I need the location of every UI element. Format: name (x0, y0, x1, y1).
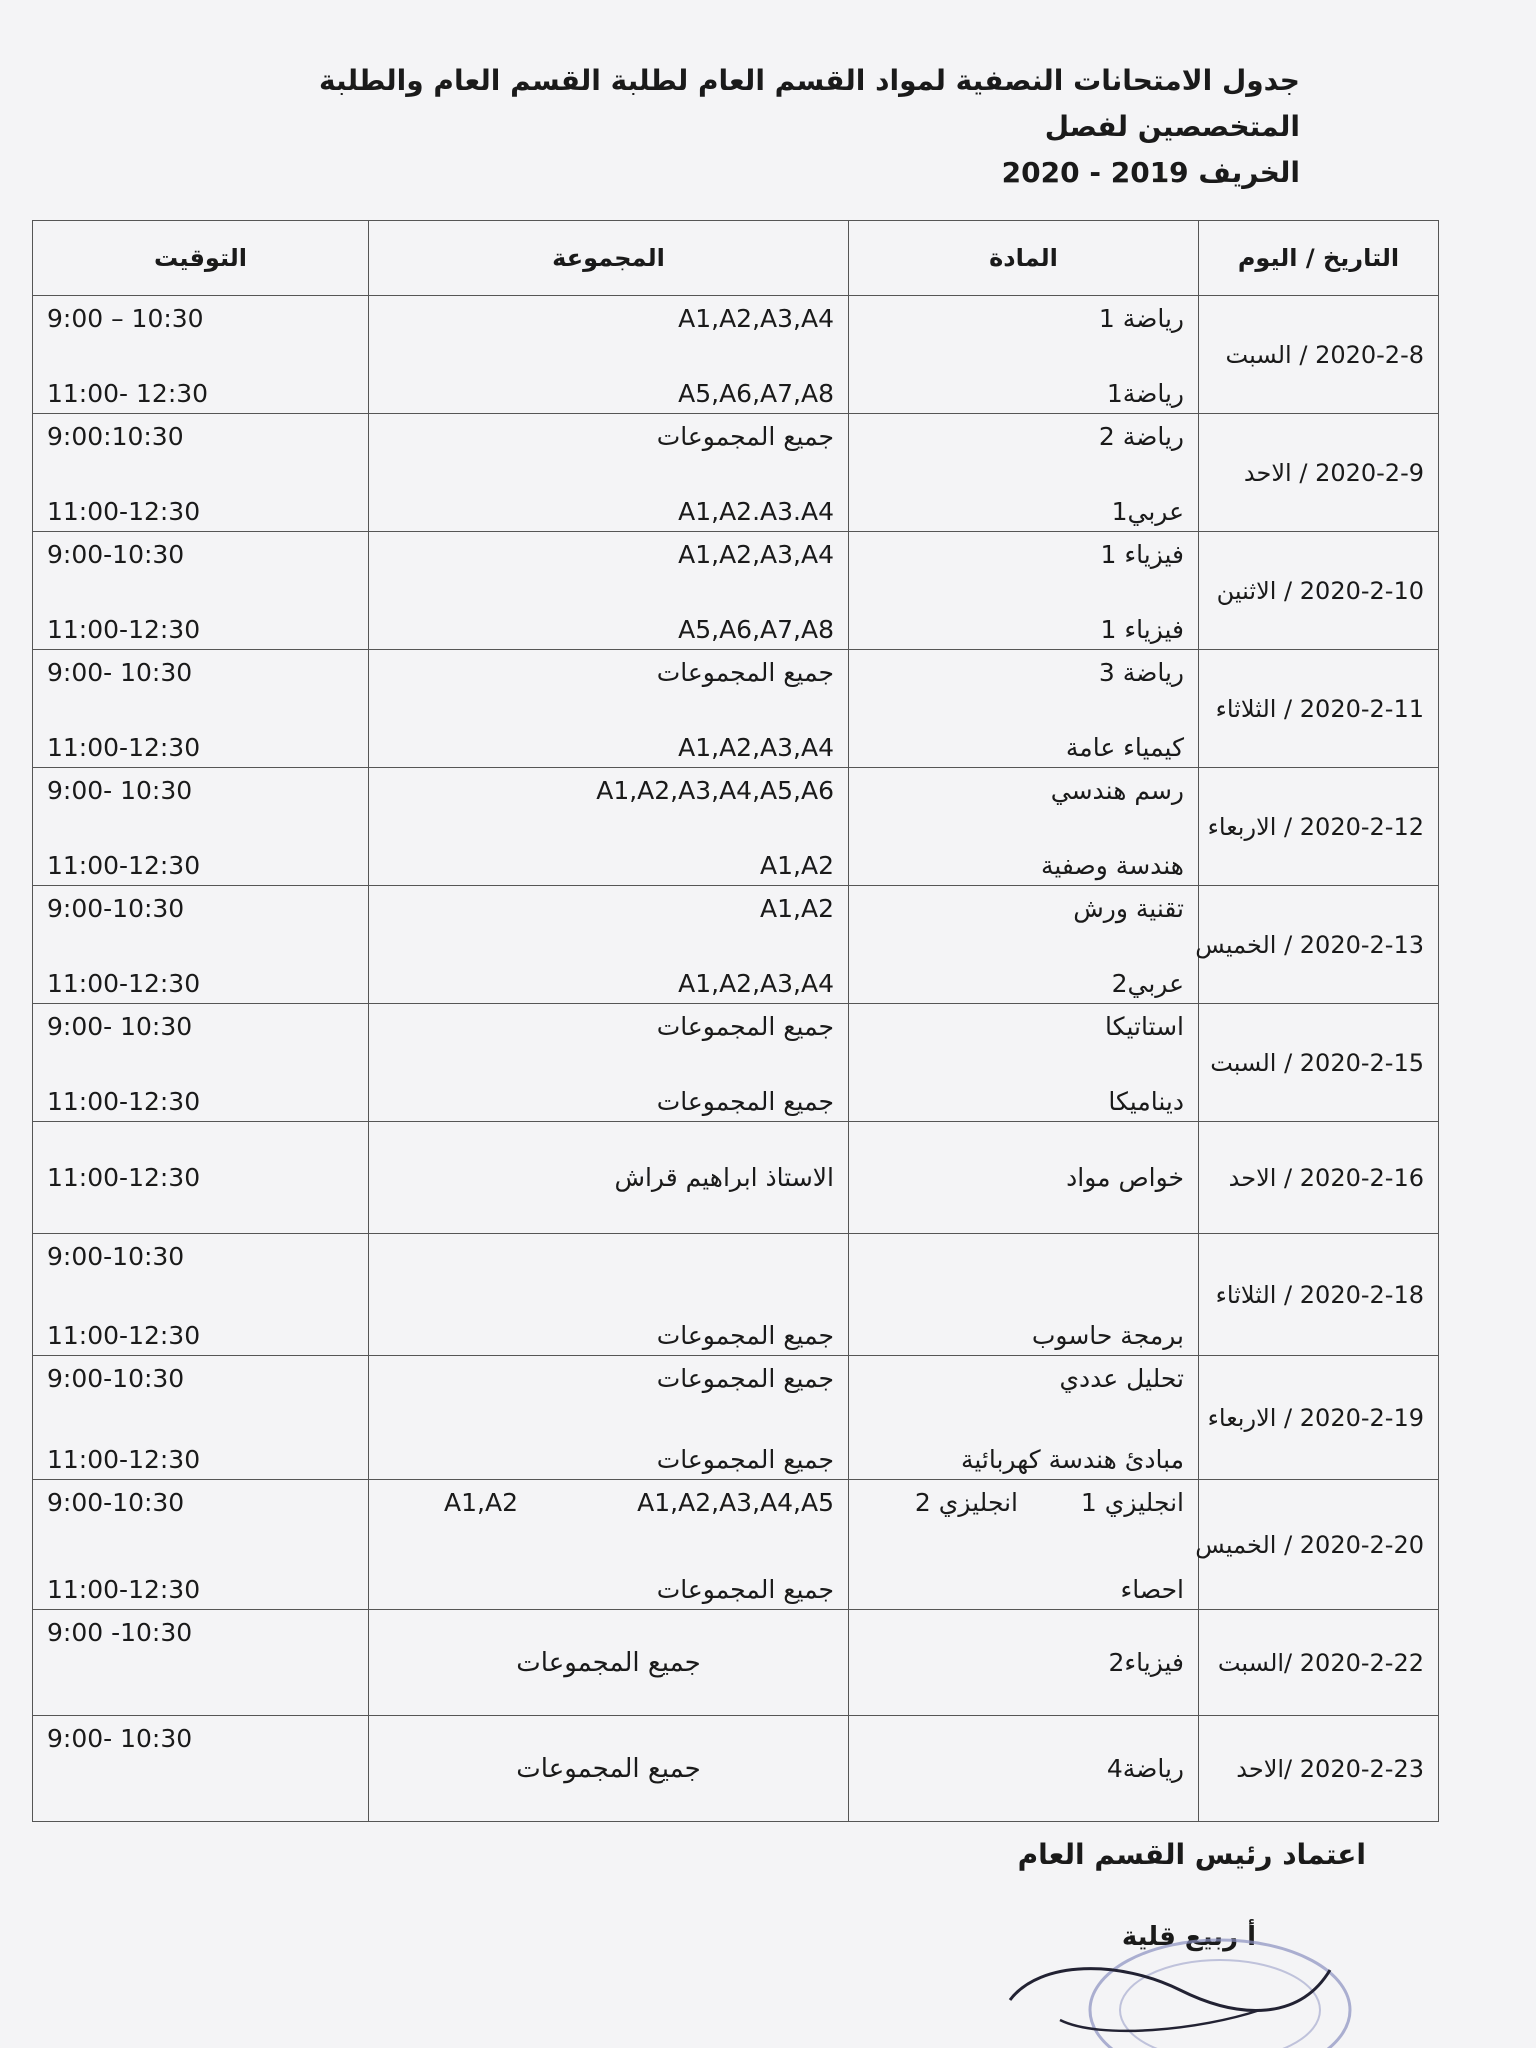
time-2: 11:00-12:30 (47, 733, 201, 762)
time-cell (33, 886, 369, 1004)
table-row (33, 1004, 1439, 1122)
group-2: A1,A2.A3.A4 (678, 497, 834, 526)
subject-2: احصاء (1120, 1575, 1184, 1604)
time-2: 11:00-12:30 (47, 497, 201, 526)
subject-cell (849, 414, 1199, 532)
time-1: 9:00-10:30 (47, 1242, 185, 1271)
date-cell: 2020-2-15 / السبت (1199, 1004, 1439, 1122)
group-cell (369, 650, 849, 768)
group-cell (369, 1004, 849, 1122)
time-1: 9:00-10:30 (47, 540, 185, 569)
time-cell (33, 1480, 369, 1610)
date-cell: 2020-2-16 / الاحد (1199, 1122, 1439, 1234)
subject-1: تقنية ورش (1073, 894, 1184, 923)
title-line-1: جدول الامتحانات النصفية لمواد القسم العام لطلبة القسم العام والطلبة المتخصصين لفصل (319, 64, 1300, 143)
header-time: التوقيت (33, 221, 369, 296)
stamp-signature-icon (1000, 1900, 1360, 2048)
time-2: 11:00- 12:30 (47, 379, 209, 408)
subject-cell (849, 296, 1199, 414)
subject-cell (849, 886, 1199, 1004)
group-cell (369, 1234, 849, 1356)
group-1: A1,A2,A3,A4 (678, 304, 834, 333)
group-cell: جميع المجموعات (369, 1716, 849, 1822)
subject-1: استاتيكا (1105, 1012, 1184, 1041)
date-cell: 2020-2-20 / الخميس (1199, 1480, 1439, 1610)
time-cell (33, 414, 369, 532)
subject-1b: انجليزي 2 (914, 1488, 1018, 1517)
group-2: A5,A6,A7,A8 (678, 379, 834, 408)
time-2: 11:00-12:30 (47, 615, 201, 644)
group-cell (369, 296, 849, 414)
subject-2: فيزياء 1 (1100, 615, 1184, 644)
signer-name: أ ربيع قلية (1121, 1922, 1256, 1952)
subject-cell (849, 1356, 1199, 1480)
group-2: A5,A6,A7,A8 (678, 615, 834, 644)
time-2: 11:00-12:30 (47, 1321, 201, 1350)
subject-cell: خواص مواد (849, 1122, 1199, 1234)
time-cell: 9:00- 10:30 (33, 1716, 369, 1822)
group-cell (369, 886, 849, 1004)
table-row (33, 768, 1439, 886)
time-1: 9:00 – 10:30 (47, 304, 204, 333)
subject-2: مبادئ هندسة كهربائية (960, 1445, 1184, 1474)
approval-label: اعتماد رئيس القسم العام (1017, 1838, 1366, 1871)
subject-2: عربي1 (1111, 497, 1184, 526)
group-1a: A1,A2,A3,A4,A5 (637, 1488, 834, 1517)
date-cell: 2020-2-11 / الثلاثاء (1199, 650, 1439, 768)
date-cell: 2020-2-19 / الاربعاء (1199, 1356, 1439, 1480)
time-1: 9:00-10:30 (47, 894, 185, 923)
subject-cell (849, 532, 1199, 650)
subject-cell (849, 650, 1199, 768)
subject-2: هندسة وصفية (1040, 851, 1184, 880)
group-1: جميع المجموعات (656, 1012, 834, 1041)
subject-2: رياضة1 (1106, 379, 1184, 408)
time-1: 9:00- 10:30 (47, 1012, 193, 1041)
table-row (33, 650, 1439, 768)
subject-1: رياضة 2 (1098, 422, 1184, 451)
table-row (33, 1234, 1439, 1356)
group-cell: جميع المجموعات (369, 1610, 849, 1716)
time-cell: 9:00 -10:30 (33, 1610, 369, 1716)
group-1: جميع المجموعات (656, 422, 834, 451)
time-1: 9:00-10:30 (47, 1488, 185, 1517)
group-2: A1,A2,A3,A4 (678, 969, 834, 998)
time-2: 11:00-12:30 (47, 1087, 201, 1116)
subject-cell (849, 1480, 1199, 1610)
subject-1: رسم هندسي (1050, 776, 1184, 805)
document-title (180, 58, 1300, 196)
subject-cell: فيزياء2 (849, 1610, 1199, 1716)
subject-cell: رياضة4 (849, 1716, 1199, 1822)
group-2: A1,A2 (760, 851, 834, 880)
group-1: A1,A2,A3,A4 (678, 540, 834, 569)
subject-cell (849, 1004, 1199, 1122)
group-2: جميع المجموعات (656, 1321, 834, 1350)
subject-2: ديناميكا (1108, 1087, 1184, 1116)
time-cell (33, 768, 369, 886)
table-row (33, 1716, 1439, 1822)
group-1: A1,A2,A3,A4,A5,A6 (596, 776, 834, 805)
subject-1a: انجليزي 1 (1080, 1488, 1184, 1517)
time-1: 9:00- 10:30 (47, 776, 193, 805)
group-1: جميع المجموعات (656, 658, 834, 687)
time-2: 11:00-12:30 (47, 851, 201, 880)
table-row (33, 1480, 1439, 1610)
time-2: 11:00-12:30 (47, 969, 201, 998)
subject-cell (849, 1234, 1199, 1356)
time-cell (33, 532, 369, 650)
subject-1: رياضة 3 (1098, 658, 1184, 687)
table-row (33, 1122, 1439, 1234)
header-date-day: التاريخ / اليوم (1199, 221, 1439, 296)
group-cell (369, 532, 849, 650)
subject-1: رياضة 1 (1098, 304, 1184, 333)
date-cell: 2020-2-22 /السبت (1199, 1610, 1439, 1716)
group-2: A1,A2,A3,A4 (678, 733, 834, 762)
time-2: 11:00-12:30 (47, 1575, 201, 1604)
time-cell (33, 1356, 369, 1480)
table-row (33, 414, 1439, 532)
table-row (33, 886, 1439, 1004)
table-row (33, 1610, 1439, 1716)
date-cell: 2020-2-8 / السبت (1199, 296, 1439, 414)
group-1: A1,A2 (760, 894, 834, 923)
time-cell (33, 1234, 369, 1356)
table-row (33, 296, 1439, 414)
group-1b: A1,A2 (444, 1488, 518, 1517)
group-1: جميع المجموعات (656, 1364, 834, 1393)
time-cell (33, 296, 369, 414)
group-cell (369, 768, 849, 886)
subject-cell (849, 768, 1199, 886)
subject-2: برمجة حاسوب (1031, 1321, 1184, 1350)
time-1: 9:00- 10:30 (47, 658, 193, 687)
group-cell (369, 1356, 849, 1480)
table-row (33, 1356, 1439, 1480)
date-cell: 2020-2-10 / الاثنين (1199, 532, 1439, 650)
time-1: 9:00-10:30 (47, 1364, 185, 1393)
date-cell: 2020-2-18 / الثلاثاء (1199, 1234, 1439, 1356)
time-1: 9:00:10:30 (47, 422, 184, 451)
time-2: 11:00-12:30 (47, 1445, 201, 1474)
date-cell: 2020-2-12 / الاربعاء (1199, 768, 1439, 886)
group-cell (369, 1480, 849, 1610)
group-cell: الاستاذ ابراهيم قراش (369, 1122, 849, 1234)
group-2: جميع المجموعات (656, 1087, 834, 1116)
group-cell (369, 414, 849, 532)
time-cell: 11:00-12:30 (33, 1122, 369, 1234)
group-2: جميع المجموعات (656, 1445, 834, 1474)
subject-2: كيمياء عامة (1065, 733, 1184, 762)
time-cell (33, 650, 369, 768)
subject-1: فيزياء 1 (1100, 540, 1184, 569)
exam-schedule-table (32, 220, 1439, 1822)
header-group: المجموعة (369, 221, 849, 296)
group-2: جميع المجموعات (656, 1575, 834, 1604)
table-row (33, 532, 1439, 650)
time-cell (33, 1004, 369, 1122)
header-subject: المادة (849, 221, 1199, 296)
date-cell: 2020-2-9 / الاحد (1199, 414, 1439, 532)
table-header-row (33, 221, 1439, 296)
subject-1: تحليل عددي (1059, 1364, 1184, 1393)
title-line-2: الخريف 2019 - 2020 (1001, 156, 1300, 189)
date-cell: 2020-2-23 /الاحد (1199, 1716, 1439, 1822)
subject-2: عربي2 (1111, 969, 1184, 998)
date-cell: 2020-2-13 / الخميس (1199, 886, 1439, 1004)
